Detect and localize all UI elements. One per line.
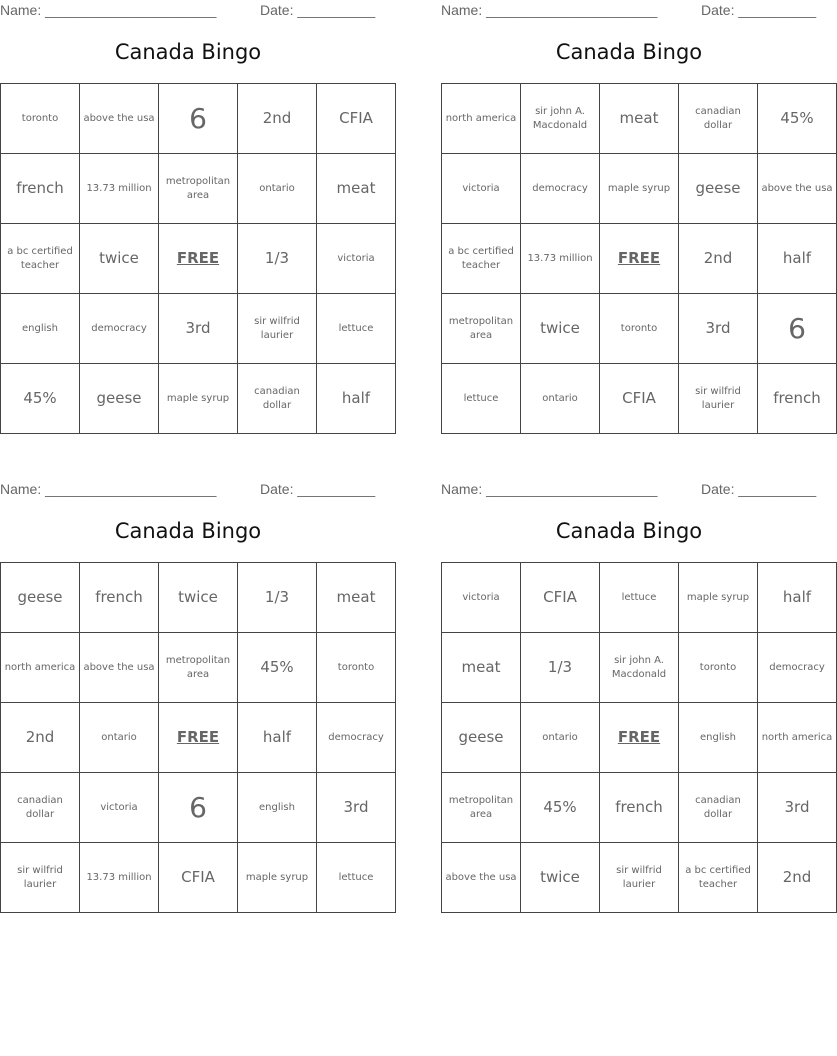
grid-row <box>442 224 837 294</box>
grid-row <box>442 364 837 434</box>
date-line: Date: __________ <box>701 481 817 497</box>
date-line: Date: __________ <box>701 2 817 18</box>
bingo-cell[interactable]: 6 <box>159 773 238 843</box>
bingo-cell[interactable]: 45% <box>1 364 80 434</box>
grid-row <box>1 224 396 294</box>
bingo-cell[interactable]: 13.73 million <box>80 843 159 913</box>
bingo-cell[interactable]: north america <box>442 84 521 154</box>
bingo-cell[interactable]: french <box>600 773 679 843</box>
bingo-cell[interactable]: ontario <box>521 703 600 773</box>
bingo-cell[interactable]: democracy <box>758 633 837 703</box>
free-space-cell[interactable]: FREE <box>600 224 679 294</box>
bingo-cell[interactable]: maple syrup <box>159 364 238 434</box>
bingo-cell[interactable]: 2nd <box>679 224 758 294</box>
bingo-cell[interactable]: canadian dollar <box>679 773 758 843</box>
bingo-cell[interactable]: 3rd <box>317 773 396 843</box>
bingo-cell[interactable]: twice <box>521 843 600 913</box>
bingo-cell[interactable]: sir john A. Macdonald <box>600 633 679 703</box>
bingo-cell[interactable]: meat <box>600 84 679 154</box>
bingo-cell[interactable]: 13.73 million <box>521 224 600 294</box>
bingo-cell[interactable]: 45% <box>521 773 600 843</box>
bingo-cell[interactable]: sir wilfrid laurier <box>679 364 758 434</box>
bingo-cell[interactable]: twice <box>159 563 238 633</box>
bingo-cell[interactable]: half <box>317 364 396 434</box>
name-date-row <box>0 479 376 499</box>
bingo-cell[interactable]: 1/3 <box>521 633 600 703</box>
bingo-grid <box>441 83 837 434</box>
bingo-cell[interactable]: lettuce <box>317 843 396 913</box>
bingo-cell[interactable]: lettuce <box>442 364 521 434</box>
name-date-row <box>441 0 817 20</box>
bingo-cell[interactable]: meat <box>317 154 396 224</box>
bingo-cell[interactable]: 3rd <box>679 294 758 364</box>
name-date-row <box>441 479 817 499</box>
bingo-cell[interactable]: a bc certified teacher <box>1 224 80 294</box>
bingo-cell[interactable]: 3rd <box>758 773 837 843</box>
grid-row <box>442 633 837 703</box>
bingo-cell[interactable]: CFIA <box>317 84 396 154</box>
bingo-cell[interactable]: 13.73 million <box>80 154 159 224</box>
bingo-cell[interactable]: french <box>80 563 159 633</box>
bingo-cell[interactable]: geese <box>1 563 80 633</box>
bingo-cell[interactable]: 3rd <box>159 294 238 364</box>
card-title: Canada Bingo <box>114 519 262 543</box>
bingo-cell[interactable]: sir wilfrid laurier <box>600 843 679 913</box>
bingo-cell[interactable]: 1/3 <box>238 224 317 294</box>
grid-row <box>1 563 396 633</box>
bingo-cell[interactable]: half <box>758 563 837 633</box>
free-space-cell[interactable]: FREE <box>600 703 679 773</box>
bingo-cell[interactable]: lettuce <box>600 563 679 633</box>
bingo-cell[interactable]: french <box>758 364 837 434</box>
name-line: Name: ______________________ <box>0 481 217 497</box>
grid-row <box>1 84 396 154</box>
bingo-cell[interactable]: 6 <box>159 84 238 154</box>
bingo-cell[interactable]: ontario <box>521 364 600 434</box>
bingo-cell[interactable]: democracy <box>521 154 600 224</box>
bingo-cell[interactable]: metropolitan area <box>442 773 521 843</box>
grid-row <box>442 843 837 913</box>
name-date-row <box>0 0 376 20</box>
bingo-cell[interactable]: toronto <box>679 633 758 703</box>
bingo-cell[interactable]: victoria <box>80 773 159 843</box>
bingo-cell[interactable]: a bc certified teacher <box>679 843 758 913</box>
bingo-cell[interactable]: 1/3 <box>238 563 317 633</box>
grid-row <box>442 563 837 633</box>
grid-row <box>1 703 396 773</box>
grid-row <box>1 364 396 434</box>
bingo-grid <box>0 562 396 913</box>
grid-row <box>1 294 396 364</box>
bingo-cell[interactable]: geese <box>679 154 758 224</box>
bingo-cell[interactable]: 2nd <box>1 703 80 773</box>
grid-row <box>1 773 396 843</box>
free-space-cell[interactable]: FREE <box>159 703 238 773</box>
card-title: Canada Bingo <box>555 40 703 64</box>
bingo-cell[interactable]: geese <box>442 703 521 773</box>
bingo-cell[interactable]: french <box>1 154 80 224</box>
bingo-cell[interactable]: victoria <box>317 224 396 294</box>
bingo-cell[interactable]: sir wilfrid laurier <box>1 843 80 913</box>
bingo-cell[interactable]: north america <box>758 703 837 773</box>
bingo-cell[interactable]: meat <box>317 563 396 633</box>
bingo-cell[interactable]: toronto <box>1 84 80 154</box>
bingo-cell[interactable]: metropolitan area <box>159 154 238 224</box>
bingo-cell[interactable]: CFIA <box>600 364 679 434</box>
bingo-cell[interactable]: english <box>238 773 317 843</box>
bingo-grid <box>441 562 837 913</box>
bingo-cell[interactable]: democracy <box>317 703 396 773</box>
bingo-grid <box>0 83 396 434</box>
bingo-cell[interactable]: maple syrup <box>600 154 679 224</box>
bingo-cell[interactable]: above the usa <box>758 154 837 224</box>
bingo-cell[interactable]: sir wilfrid laurier <box>238 294 317 364</box>
grid-row <box>442 703 837 773</box>
grid-row <box>442 773 837 843</box>
bingo-cell[interactable]: 6 <box>758 294 837 364</box>
bingo-cell[interactable]: maple syrup <box>679 563 758 633</box>
bingo-cell[interactable]: a bc certified teacher <box>442 224 521 294</box>
card-title: Canada Bingo <box>555 519 703 543</box>
bingo-cell[interactable]: victoria <box>442 563 521 633</box>
bingo-cell[interactable]: above the usa <box>80 633 159 703</box>
bingo-cell[interactable]: twice <box>521 294 600 364</box>
bingo-cell[interactable]: canadian dollar <box>679 84 758 154</box>
card-title: Canada Bingo <box>114 40 262 64</box>
bingo-cell[interactable]: metropolitan area <box>442 294 521 364</box>
bingo-cell[interactable]: democracy <box>80 294 159 364</box>
bingo-cell[interactable]: canadian dollar <box>238 364 317 434</box>
bingo-cell[interactable]: 2nd <box>758 843 837 913</box>
bingo-cell[interactable]: toronto <box>317 633 396 703</box>
bingo-cell[interactable]: canadian dollar <box>1 773 80 843</box>
grid-row <box>442 84 837 154</box>
bingo-cell[interactable]: english <box>1 294 80 364</box>
bingo-cell[interactable]: sir john A. Macdonald <box>521 84 600 154</box>
name-line: Name: ______________________ <box>0 2 217 18</box>
grid-row <box>1 843 396 913</box>
grid-row <box>1 154 396 224</box>
bingo-cell[interactable]: maple syrup <box>238 843 317 913</box>
bingo-cell[interactable]: 45% <box>758 84 837 154</box>
bingo-cell[interactable]: half <box>758 224 837 294</box>
bingo-cell[interactable]: lettuce <box>317 294 396 364</box>
bingo-cell[interactable]: geese <box>80 364 159 434</box>
grid-row <box>1 633 396 703</box>
date-line: Date: __________ <box>260 481 376 497</box>
bingo-cell[interactable]: north america <box>1 633 80 703</box>
bingo-cell[interactable]: twice <box>80 224 159 294</box>
grid-row <box>442 294 837 364</box>
bingo-cell[interactable]: 2nd <box>238 84 317 154</box>
name-line: Name: ______________________ <box>441 481 658 497</box>
grid-row <box>442 154 837 224</box>
bingo-cell[interactable]: english <box>679 703 758 773</box>
bingo-cell[interactable]: 45% <box>238 633 317 703</box>
date-line: Date: __________ <box>260 2 376 18</box>
bingo-cell[interactable]: metropolitan area <box>159 633 238 703</box>
free-space-cell[interactable]: FREE <box>159 224 238 294</box>
bingo-cell[interactable]: victoria <box>442 154 521 224</box>
bingo-cell[interactable]: ontario <box>238 154 317 224</box>
name-line: Name: ______________________ <box>441 2 658 18</box>
bingo-cell[interactable]: toronto <box>600 294 679 364</box>
bingo-cell[interactable]: half <box>238 703 317 773</box>
bingo-cell[interactable]: meat <box>442 633 521 703</box>
bingo-cell[interactable]: above the usa <box>442 843 521 913</box>
bingo-cell[interactable]: above the usa <box>80 84 159 154</box>
bingo-cell[interactable]: ontario <box>80 703 159 773</box>
bingo-cell[interactable]: CFIA <box>159 843 238 913</box>
bingo-cell[interactable]: CFIA <box>521 563 600 633</box>
